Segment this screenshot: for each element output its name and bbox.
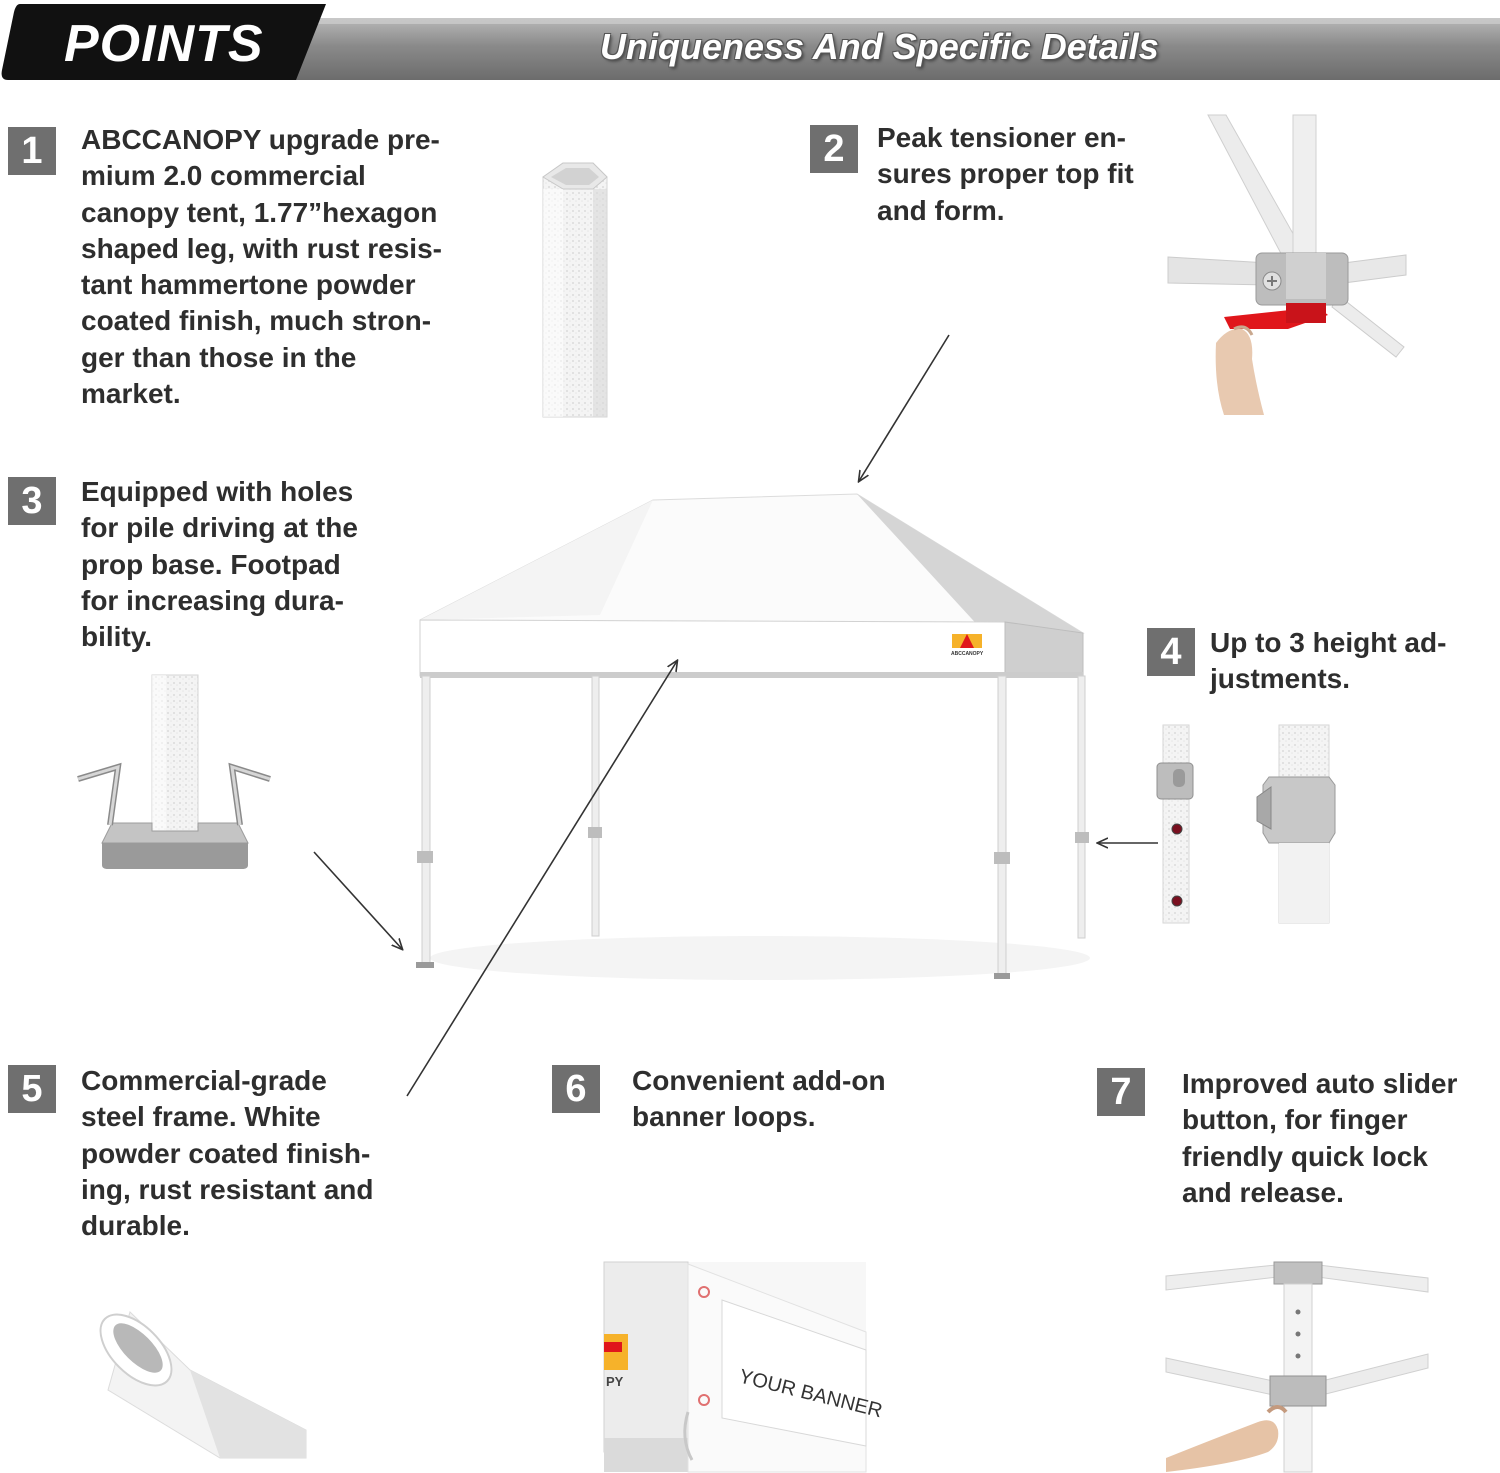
canopy-logo-text: ABCCANOPY: [951, 651, 984, 657]
points-title: POINTS: [64, 15, 264, 73]
feature-number-1: 1: [8, 127, 56, 175]
feature-text-6: Convenient add-on banner loops.: [632, 1065, 886, 1133]
feature-text-1: ABCCANOPY upgrade pre- mium 2.0 commercial canopy tent, 1.77”hexagon shaped leg, with rust resis- tant hammertone powder coated finish, much stron- ger than those in the market.: [81, 124, 442, 410]
your-banner-text: YOUR BANNER: [736, 1365, 885, 1423]
page-subtitle: Uniqueness And Specific Details: [600, 26, 1159, 67]
feature-number-4: 4: [1147, 628, 1195, 676]
feature-number-7: 7: [1097, 1068, 1145, 1116]
banner-logo-fragment: PY: [606, 1374, 624, 1389]
feature-text-5: Commercial-grade steel frame. White powder coated finish- ing, rust resistant and durable.: [81, 1065, 374, 1242]
feature-number-6: 6: [552, 1065, 600, 1113]
feature-number-3: 3: [8, 477, 56, 525]
feature-text-3: Equipped with holes for pile driving at the prop base. Footpad for increasing dura- bility.: [81, 476, 358, 653]
feature-number-2: 2: [810, 125, 858, 173]
feature-text-4: Up to 3 height ad- justments.: [1210, 627, 1447, 695]
feature-text-2: Peak tensioner en- sures proper top fit and form.: [877, 122, 1134, 226]
feature-text-7: Improved auto slider button, for finger friendly quick lock and release.: [1182, 1068, 1458, 1208]
feature-number-5: 5: [8, 1065, 56, 1113]
